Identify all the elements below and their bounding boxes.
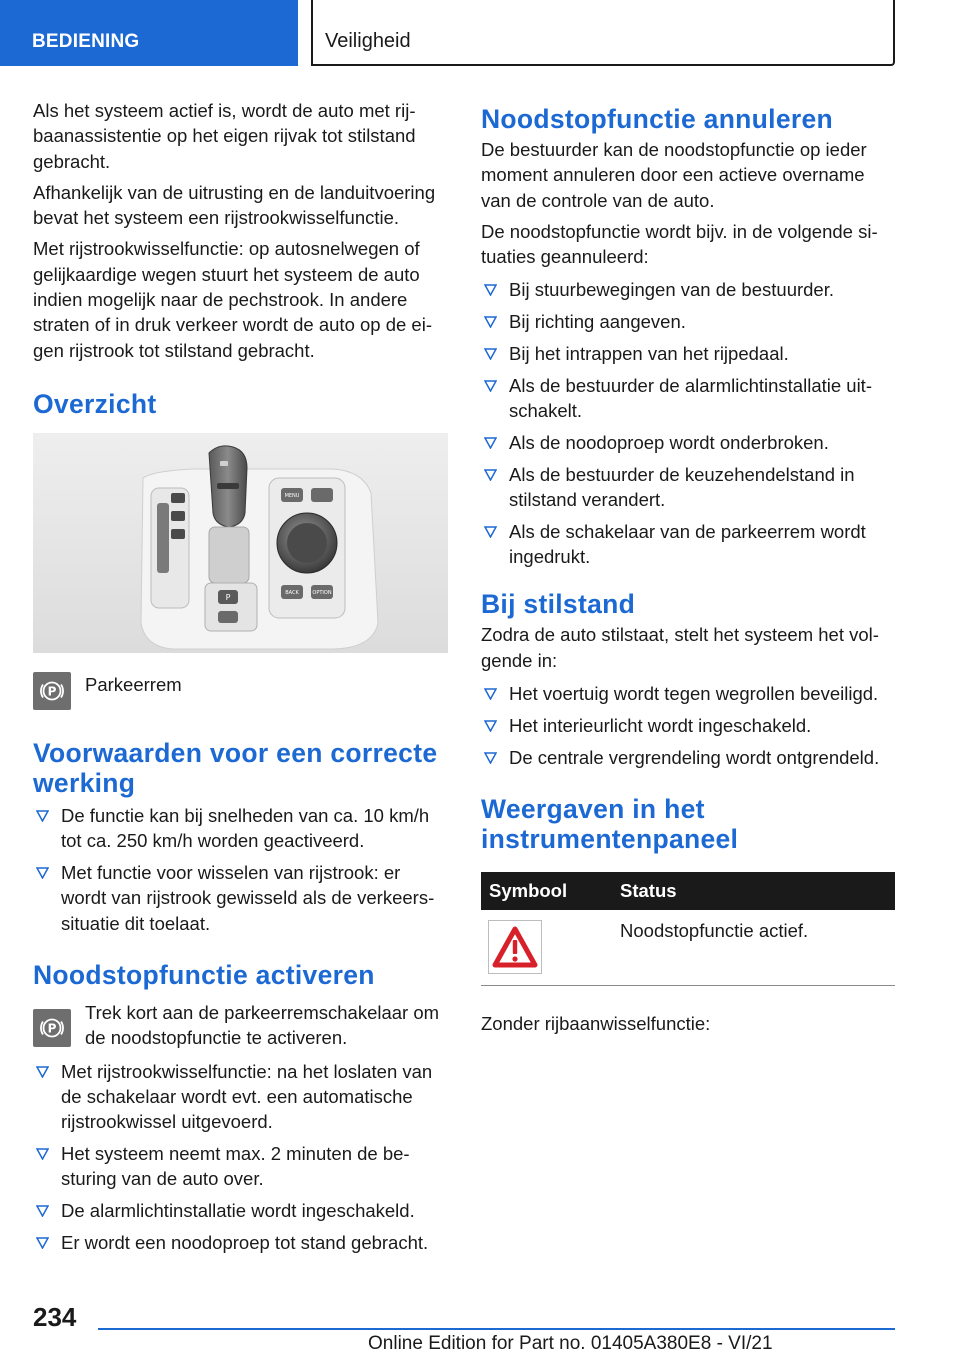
list-item: Bij stuurbewegingen van de bestuurder. xyxy=(481,277,895,302)
svg-text:P: P xyxy=(225,592,231,602)
list-item: Als de noodoproep wordt onderbroken. xyxy=(481,430,895,455)
intro-paragraph-1: Als het systeem actief is, wordt de auto met rijbaanassistentie op het eigen rijvak tot stilstand gebracht. xyxy=(33,100,416,172)
table-bottom-rule xyxy=(481,985,895,986)
back-key-label: BACK xyxy=(285,589,299,596)
parking-brake-icon xyxy=(33,672,71,710)
footer-rule xyxy=(98,1328,895,1330)
bullet-triangle-icon xyxy=(36,1237,49,1249)
heading-overview: Overzicht xyxy=(33,388,157,419)
bullet-triangle-icon xyxy=(484,380,497,392)
cancel-paragraph-2: De noodstopfunctie wordt bijv. in de volgende situaties geannuleerd: xyxy=(481,220,878,268)
page-number: 234 xyxy=(33,1302,77,1332)
bullet-triangle-icon xyxy=(36,867,49,879)
list-item: Als de bestuurder de alarmlichtinstallatie uitschakelt. xyxy=(481,373,895,424)
bullet-triangle-icon xyxy=(36,1066,49,1078)
after-table-text: Zonder rijbaanwisselfunctie: xyxy=(481,1012,711,1034)
bullet-triangle-icon xyxy=(484,526,497,538)
warning-triangle-icon xyxy=(488,920,542,974)
bullet-triangle-icon xyxy=(36,810,49,822)
menu-key-label: MENU xyxy=(284,492,300,499)
table-header-status: Status xyxy=(620,872,895,910)
parking-brake-legend xyxy=(33,672,448,710)
bullet-triangle-icon xyxy=(484,469,497,481)
bullet-triangle-icon xyxy=(484,348,497,360)
list-item: De functie kan bij snelheden van ca. 10 km/h tot ca. 250 km/h worden geactiveerd. xyxy=(33,803,448,854)
standstill-paragraph: Zodra de auto stilstaat, stelt het systeem het volgende in: xyxy=(481,624,879,671)
bullet-triangle-icon xyxy=(484,316,497,328)
list-item: Bij richting aangeven. xyxy=(481,309,895,334)
section-label: BEDIENING xyxy=(32,31,140,52)
standstill-list xyxy=(481,681,895,770)
svg-text:P: P xyxy=(47,684,57,699)
heading-cancel: Noodstopfunctie annuleren xyxy=(481,104,833,134)
list-item: Er wordt een noodoproep tot stand gebracht. xyxy=(33,1230,448,1255)
cancel-paragraph-1: De bestuurder kan de noodstopfunctie op ieder moment annuleren door een actieve overname van de controle van de auto. xyxy=(481,139,867,211)
list-item: Met functie voor wisselen van rijstrook: er wordt van rijstrook gewisseld als de verkeerssituatie dit toelaat. xyxy=(33,860,448,936)
left-column xyxy=(33,98,448,1262)
activate-instruction xyxy=(33,1000,448,1051)
table-header-symbol: Symbool xyxy=(481,872,620,910)
svg-text:P: P xyxy=(47,1021,57,1036)
conditions-list xyxy=(33,803,448,936)
bullet-triangle-icon xyxy=(36,1148,49,1160)
heading-display: Weergaven in het instrumentenpaneel xyxy=(481,793,739,854)
list-item: Als de bestuurder de keuzehendelstand in stilstand verandert. xyxy=(481,462,895,513)
list-item: De centrale vergrendeling wordt ontgrendeld. xyxy=(481,745,895,770)
intro-paragraph-2: Afhankelijk van de uitrusting en de landuitvoering bevat het systeem een rijstrookwisselfunctie. xyxy=(33,181,436,229)
table-cell-symbol xyxy=(481,910,620,985)
center-console-photo xyxy=(33,433,448,653)
list-item: Bij het intrappen van het rijpedaal. xyxy=(481,341,895,366)
option-key-label: OPTION xyxy=(312,589,332,596)
status-table xyxy=(481,872,895,985)
right-column xyxy=(481,104,895,1042)
activate-list xyxy=(33,1059,448,1256)
intro-paragraph-3: Met rijstrookwisselfunctie: op autosnelwegen of gelijkaardige wegen stuurt het systeem de auto indien mogelijk naar de pechstrook. In andere straten of in druk verkeer wordt de auto op de eigen rijstrook tot stilstand gebracht. xyxy=(33,238,433,361)
bullet-triangle-icon xyxy=(484,284,497,296)
table-row xyxy=(481,910,895,985)
heading-activate: Noodstopfunctie activeren xyxy=(33,959,375,990)
bullet-triangle-icon xyxy=(36,1205,49,1217)
edition-footer: Online Edition for Part no. 01405A380E8 - VI/21 xyxy=(368,1333,773,1354)
activate-text: Trek kort aan de parkeerremschakelaar om de noodstopfunctie te activeren. xyxy=(85,1001,440,1049)
table-header-row xyxy=(481,872,895,910)
list-item: Het voertuig wordt tegen wegrollen beveiligd. xyxy=(481,681,895,706)
list-item: De alarmlichtinstallatie wordt ingeschakeld. xyxy=(33,1198,448,1223)
cancel-list xyxy=(481,277,895,569)
table-cell-status: Noodstopfunctie actief. xyxy=(620,919,809,941)
list-item: Het interieurlicht wordt ingeschakeld. xyxy=(481,713,895,738)
chapter-header xyxy=(311,0,895,66)
parking-brake-caption: Parkeerrem xyxy=(85,673,182,695)
bullet-triangle-icon xyxy=(484,720,497,732)
bullet-triangle-icon xyxy=(484,752,497,764)
bullet-triangle-icon xyxy=(484,437,497,449)
heading-standstill: Bij stilstand xyxy=(481,589,636,620)
heading-conditions: Voorwaarden voor een correcte werking xyxy=(33,737,438,798)
list-item: Met rijstrookwisselfunctie: na het loslaten van de schakelaar wordt evt. een automatische rijstrookwissel uitgevoerd. xyxy=(33,1059,448,1135)
chapter-title: Veiligheid xyxy=(325,30,411,52)
list-item: Als de schakelaar van de parkeerrem wordt ingedrukt. xyxy=(481,519,895,570)
bullet-triangle-icon xyxy=(484,688,497,700)
parking-brake-icon xyxy=(33,1009,71,1047)
section-tab[interactable] xyxy=(0,0,298,66)
list-item: Het systeem neemt max. 2 minuten de besturing van de auto over. xyxy=(33,1141,448,1192)
